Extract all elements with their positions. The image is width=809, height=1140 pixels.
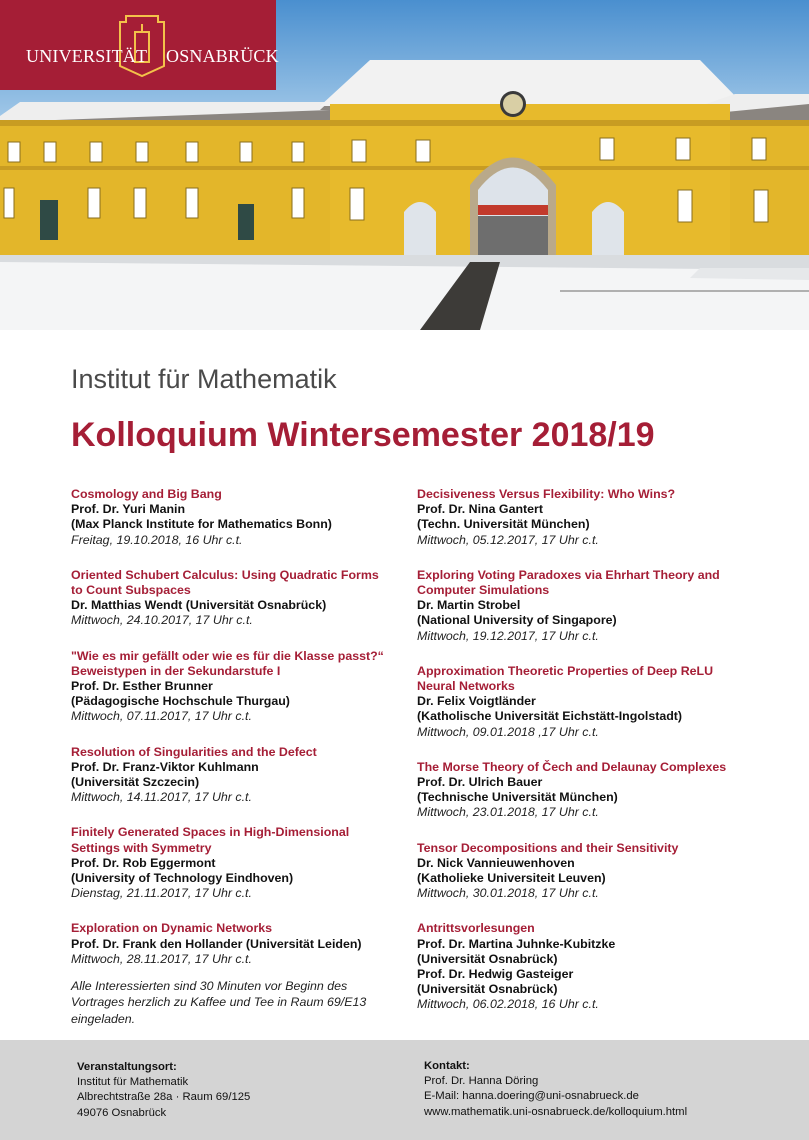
talk-entry xyxy=(71,825,391,901)
talk-title: Approximation Theoretic Properties of Deep ReLU Neural Networks xyxy=(417,663,714,694)
talk-speaker: Prof. Dr. Franz-Viktor Kuhlmann xyxy=(71,759,259,774)
talk-title: Finitely Generated Spaces in High-Dimensional Settings with Symmetry xyxy=(71,825,350,855)
talk-date: Mittwoch, 28.11.2017, 17 Uhr c.t. xyxy=(71,951,252,966)
talk-entry xyxy=(71,649,391,725)
talk-speaker: Dr. Martin Strobel xyxy=(417,598,521,613)
talk-title: Resolution of Singularities and the Defect xyxy=(71,744,317,759)
logo-text-left: UNIVERSITÄT xyxy=(26,46,148,66)
talk-date: Mittwoch, 19.12.2017, 17 Uhr c.t. xyxy=(417,628,599,643)
logo-text-right: OSNABRÜCK xyxy=(166,46,279,66)
talk-entry xyxy=(417,760,747,821)
talk-speaker: Prof. Dr. Esther Brunner xyxy=(71,679,213,694)
talk-entry xyxy=(417,487,747,548)
talk-speaker: (Katholische Universität Eichstätt-Ingolstadt) xyxy=(417,709,683,724)
footer xyxy=(0,1040,809,1140)
talk-speaker: Prof. Dr. Ulrich Bauer xyxy=(417,775,543,790)
talk-entry xyxy=(71,921,391,967)
talk-speaker: Dr. Nick Vannieuwenhoven xyxy=(417,855,575,870)
talk-speaker: (Pädagogische Hochschule Thurgau) xyxy=(71,694,290,709)
talk-title: Exploration on Dynamic Networks xyxy=(71,921,273,936)
venue-block xyxy=(77,1060,250,1121)
talk-speaker: (Universität Osnabrück) xyxy=(417,982,558,997)
invitation-note: Alle Interessierten sind 30 Minuten vor Beginn des Vortrages herzlich zu Kaffee und Tee in Raum 69/E13 eingeladen. xyxy=(71,979,367,1026)
contact-heading: Kontakt: xyxy=(424,1060,470,1072)
talk-speaker: (Techn. Universität München) xyxy=(417,517,590,532)
contact-block xyxy=(424,1059,687,1120)
venue-heading: Veranstaltungsort: xyxy=(77,1061,177,1073)
talk-speaker: Dr. Felix Voigtländer xyxy=(417,694,536,709)
talk-speaker: (Katholieke Universiteit Leuven) xyxy=(417,871,606,886)
talk-date: Dienstag, 21.11.2017, 17 Uhr c.t. xyxy=(71,886,252,901)
talk-title: Decisiveness Versus Flexibility: Who Wins? xyxy=(417,487,676,501)
talk-speaker: Dr. Matthias Wendt (Universität Osnabrück) xyxy=(71,598,327,613)
talk-speaker: (University of Technology Eindhoven) xyxy=(71,871,294,886)
talks-column-right xyxy=(417,487,747,1033)
talk-speaker: (Universität Szczecin) xyxy=(71,775,200,790)
talk-date: Mittwoch, 23.01.2018, 17 Uhr c.t. xyxy=(417,805,599,820)
venue-line: Institut für Mathematik xyxy=(77,1076,189,1089)
talk-date: Mittwoch, 05.12.2017, 17 Uhr c.t. xyxy=(417,532,599,547)
talk-speaker: (Technische Universität München) xyxy=(417,790,618,805)
talk-date: Mittwoch, 30.01.2018, 17 Uhr c.t. xyxy=(417,886,599,901)
talk-speaker: Prof. Dr. Nina Gantert xyxy=(417,502,543,517)
talk-title: The Morse Theory of Čech and Delaunay Complexes xyxy=(417,759,727,774)
talk-title: Tensor Decompositions and their Sensitivity xyxy=(417,840,679,855)
venue-line: 49076 Osnabrück xyxy=(77,1106,167,1119)
talk-title: Antrittsvorlesungen xyxy=(417,921,535,936)
talk-date: Freitag, 19.10.2018, 16 Uhr c.t. xyxy=(71,532,243,547)
talk-speaker: Prof. Dr. Martina Juhnke-Kubitzke xyxy=(417,936,616,951)
talk-entry xyxy=(71,568,391,629)
talk-entry xyxy=(71,745,391,806)
talks-column-left xyxy=(71,487,391,987)
talk-entry xyxy=(71,487,391,548)
talk-entry xyxy=(417,841,747,902)
talk-speaker: Prof. Dr. Rob Eggermont xyxy=(71,855,216,870)
talk-speaker: Prof. Dr. Frank den Hollander (Universität Leiden) xyxy=(71,936,362,951)
talk-entry xyxy=(417,664,747,740)
contact-url[interactable]: www.mathematik.uni-osnabrueck.de/kolloquium.html xyxy=(424,1105,688,1118)
talk-speaker: Prof. Dr. Hedwig Gasteiger xyxy=(417,967,574,982)
page-title: Kolloquium Wintersemester 2018/19 xyxy=(71,416,655,454)
talk-date: Mittwoch, 14.11.2017, 17 Uhr c.t. xyxy=(71,790,252,805)
talk-date: Mittwoch, 24.10.2017, 17 Uhr c.t. xyxy=(71,613,253,628)
talk-date: Mittwoch, 09.01.2018 ,17 Uhr c.t. xyxy=(417,724,599,739)
talk-title: "Wie es mir gefällt oder wie es für die Klasse passt?“ Beweistypen in der Sekundarstufe I xyxy=(71,648,384,678)
talk-title: Exploring Voting Paradoxes via Ehrhart Theory and Computer Simulations xyxy=(417,567,720,598)
talk-speaker: (National University of Singapore) xyxy=(417,613,617,628)
talk-speaker: (Universität Osnabrück) xyxy=(417,951,558,966)
institute-name: Institut für Mathematik xyxy=(71,364,337,394)
talk-entry xyxy=(417,568,747,644)
talk-title: Oriented Schubert Calculus: Using Quadratic Forms to Count Subspaces xyxy=(71,567,379,598)
contact-name: Prof. Dr. Hanna Döring xyxy=(424,1075,539,1088)
talk-title: Cosmology and Big Bang xyxy=(71,487,222,501)
talk-speaker: (Max Planck Institute for Mathematics Bonn) xyxy=(71,517,332,532)
venue-line: Albrechtstraße 28a · Raum 69/125 xyxy=(77,1091,251,1104)
university-logo xyxy=(0,0,279,90)
talk-date: Mittwoch, 07.11.2017, 17 Uhr c.t. xyxy=(71,709,252,724)
talk-date: Mittwoch, 06.02.2018, 16 Uhr c.t. xyxy=(417,997,599,1012)
talk-speaker: Prof. Dr. Yuri Manin xyxy=(71,502,186,517)
talk-entry xyxy=(417,921,747,1012)
header-photo xyxy=(0,0,809,330)
contact-email[interactable]: E-Mail: hanna.doering@uni-osnabrueck.de xyxy=(424,1090,639,1103)
